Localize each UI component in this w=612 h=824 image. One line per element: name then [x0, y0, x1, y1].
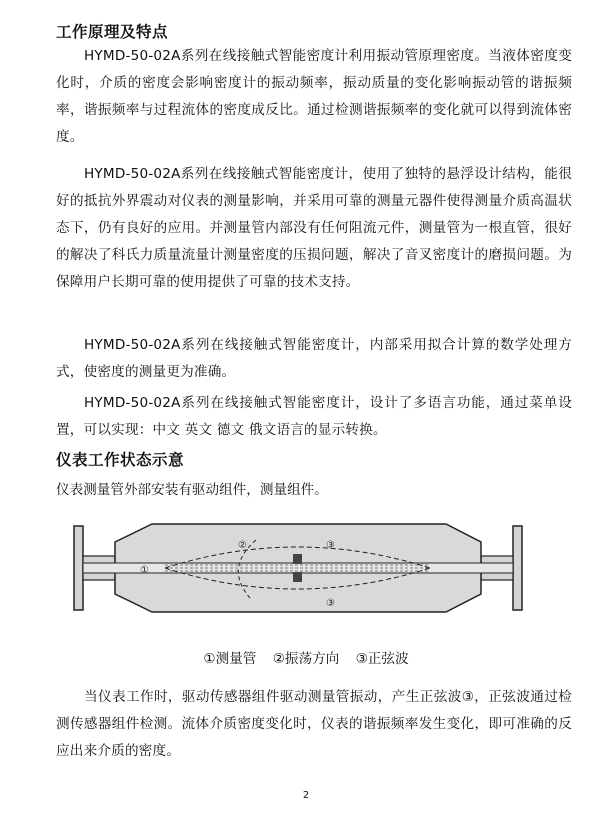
drive-component-bottom — [293, 572, 302, 582]
paragraph-principle: HYMD-50-02A系列在线接触式智能密度计利用振动管原理密度。当液体密度变化时，介质的密度会影响密度计的振动频率，振动质量的变化影响振动管的谐振频率，谐振频率与过程流体的密度成反比。通过检测谐振频率的变化就可以得到流体密度。 — [56, 48, 572, 145]
drive-component-top — [293, 554, 302, 564]
page-number: 2 — [302, 790, 310, 801]
label-measuring-tube: ① — [140, 565, 149, 576]
label-sine-wave-bottom: ③ — [326, 598, 335, 609]
diagram-legend — [0, 647, 612, 667]
right-flange — [513, 526, 522, 610]
paragraph-language: HYMD-50-02A系列在线接触式智能密度计，设计了多语言功能，通过菜单设置，可以实现：中文 英文 德文 俄文语言的显示转换。 — [56, 395, 572, 438]
paragraph-calculation: HYMD-50-02A系列在线接触式智能密度计，内部采用拟合计算的数学处理方式，使密度的测量更为准确。 — [56, 337, 572, 380]
section-title-working-state: 仪表工作状态示意 — [56, 451, 185, 469]
paragraph-components: 仪表测量管外部安装有驱动组件，测量组件。 — [56, 482, 328, 498]
label-sine-wave-top: ③ — [326, 540, 335, 551]
legend-measuring-tube: ①测量管 — [203, 651, 257, 667]
measuring-tube-diagram — [0, 518, 612, 638]
left-flange — [74, 526, 83, 610]
section-title-working-principle: 工作原理及特点 — [56, 23, 169, 41]
legend-sine-wave: ③正弦波 — [355, 651, 409, 667]
label-oscillation-direction: ② — [238, 540, 247, 551]
legend-oscillation-direction: ②振荡方向 — [272, 651, 340, 667]
paragraph-operation: 当仪表工作时，驱动传感器组件驱动测量管振动，产生正弦波③，正弦波通过检测传感器组件检测。流体介质密度变化时，仪表的谐振频率发生变化，即可准确的反应出来介质的密度。 — [56, 689, 572, 759]
paragraph-structure: HYMD-50-02A系列在线接触式智能密度计，使用了独特的悬浮设计结构，能很好的抵抗外界震动对仪表的测量影响，并采用可靠的测量元器件使得测量介质高温状态下，仍有良好的应用。并测量管内部没有任何阻流元件，测量管为一根直管，很好的解决了科氏力质量流量计测量密度的压损问题，解决了音叉密度计的磨损问题。为保障用户长期可靠的使用提供了可靠的技术支持。 — [56, 166, 572, 290]
